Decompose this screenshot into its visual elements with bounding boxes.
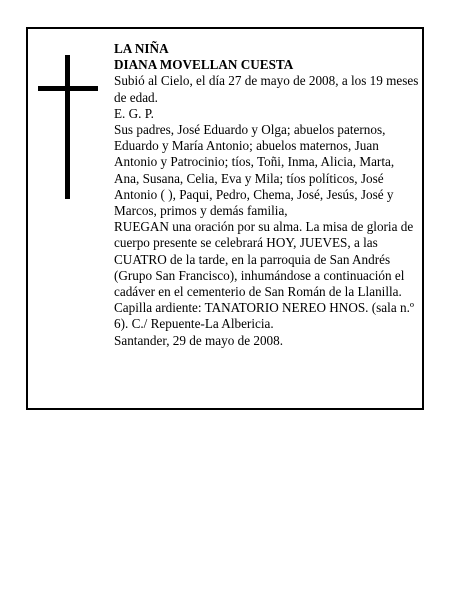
- cross-horizontal-bar: [38, 86, 98, 91]
- egp-line: E. G. P.: [114, 105, 154, 121]
- death-statement: Subió al Cielo, el día 27 de mayo de 2008, a los 19 meses de edad.: [114, 73, 419, 105]
- obituary-notice: [26, 27, 424, 410]
- place-date: Santander, 29 de mayo de 2008.: [114, 332, 284, 348]
- mass-announcement: RUEGAN una oración por su alma. La misa de gloria de cuerpo presente se celebrará HOY, JUEVES, a las CUATRO de la tarde, en la parroquia de San Andrés (Grupo San Francisco), inhumándose a continuación el cadáver en el cementerio de San Román de la Llanilla.: [114, 219, 414, 300]
- chapel-info: Capilla ardiente: TANATORIO NEREO HNOS. (sala n.º 6). C./ Repuente-La Albericia.: [114, 300, 414, 332]
- notice-heading: LA NIÑA: [114, 41, 169, 56]
- deceased-name: DIANA MOVELLAN CUESTA: [114, 57, 294, 73]
- family-list: Sus padres, José Eduardo y Olga; abuelos paternos, Eduardo y María Antonio; abuelos maternos, Juan Antonio y Patrocinio; tíos, Toñi, Inma, Alicia, Marta, Ana, Susana, Celia, Eva y Mila; tíos políticos, José Antonio ( ), Paqui, Pedro, Chema, José, Jesús, José y Marcos, primos y demás familia,: [114, 122, 395, 219]
- notice-text: [114, 41, 421, 349]
- cross-vertical-bar: [65, 55, 70, 199]
- cross-icon: [38, 55, 98, 199]
